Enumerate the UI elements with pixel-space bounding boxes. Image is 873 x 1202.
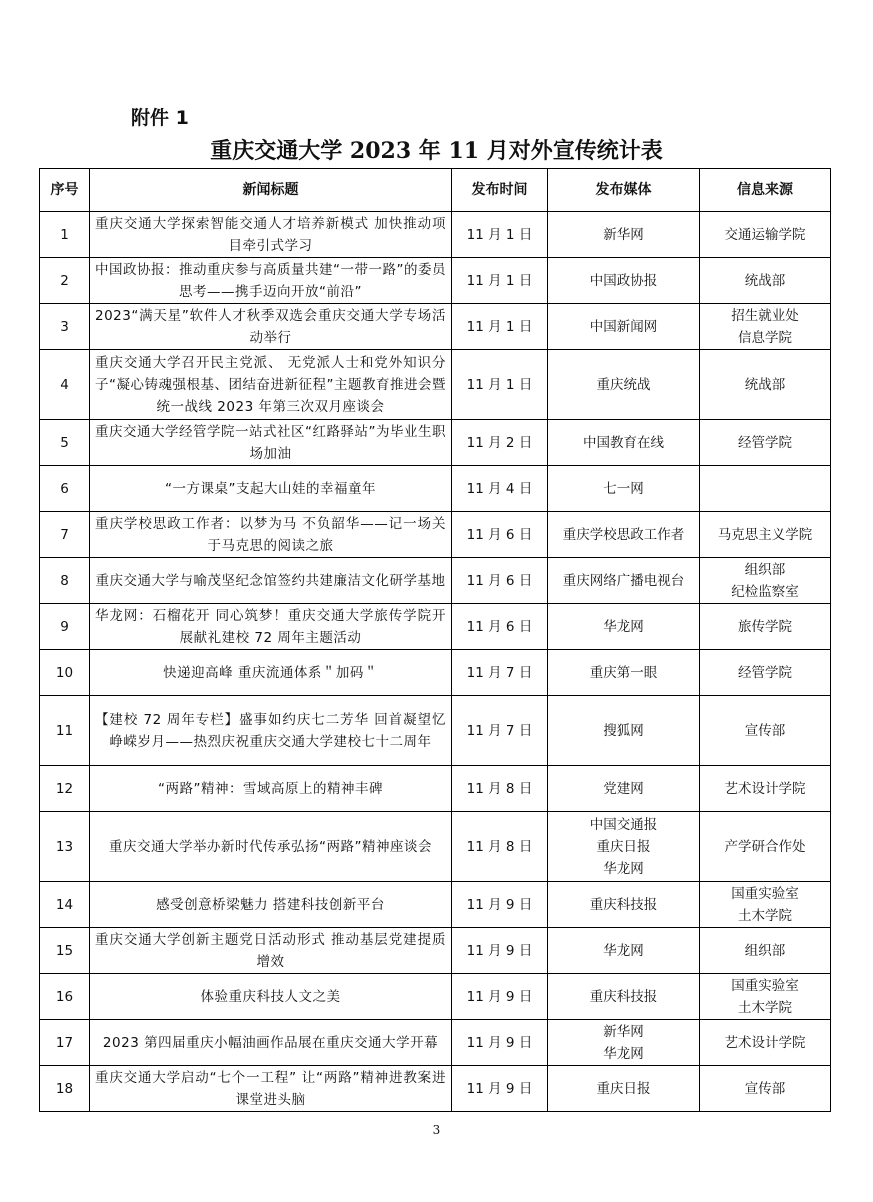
publish-media: 党建网 bbox=[548, 766, 700, 812]
table-row bbox=[40, 604, 831, 650]
news-title: “一方课桌”支起大山娃的幸福童年 bbox=[90, 466, 452, 512]
news-title: 快递迎高峰 重庆流通体系＂加码＂ bbox=[90, 650, 452, 696]
news-title: 2023 第四届重庆小幅油画作品展在重庆交通大学开幕 bbox=[90, 1020, 452, 1066]
news-title: 重庆交通大学召开民主党派、 无党派人士和党外知识分子“凝心铸魂强根基、团结奋进新征程”主题教育推进会暨统一战线 2023 年第三次双月座谈会 bbox=[90, 350, 452, 420]
publish-date: 11 月 7 日 bbox=[452, 650, 548, 696]
publish-media: 华龙网 bbox=[548, 604, 700, 650]
publish-date: 11 月 6 日 bbox=[452, 604, 548, 650]
publish-date: 11 月 1 日 bbox=[452, 258, 548, 304]
news-title: 感受创意桥梁魅力 搭建科技创新平台 bbox=[90, 882, 452, 928]
row-number: 13 bbox=[40, 812, 90, 882]
row-number: 12 bbox=[40, 766, 90, 812]
publish-media: 中国教育在线 bbox=[548, 420, 700, 466]
row-number: 7 bbox=[40, 512, 90, 558]
page-number: 3 bbox=[432, 1123, 441, 1137]
table-row bbox=[40, 812, 831, 882]
row-number: 1 bbox=[40, 212, 90, 258]
news-title: 重庆交通大学探索智能交通人才培养新模式 加快推动项目牵引式学习 bbox=[90, 212, 452, 258]
table-header-row bbox=[40, 169, 831, 212]
info-source: 交通运输学院 bbox=[700, 212, 831, 258]
col-header-date: 发布时间 bbox=[452, 169, 548, 212]
publish-date: 11 月 9 日 bbox=[452, 974, 548, 1020]
table-row bbox=[40, 420, 831, 466]
publish-media: 中国新闻网 bbox=[548, 304, 700, 350]
row-number: 10 bbox=[40, 650, 90, 696]
table-row bbox=[40, 304, 831, 350]
info-source: 组织部 bbox=[700, 928, 831, 974]
publish-media: 中国交通报 重庆日报 华龙网 bbox=[548, 812, 700, 882]
publish-media: 搜狐网 bbox=[548, 696, 700, 766]
table-row bbox=[40, 512, 831, 558]
info-source: 宣传部 bbox=[700, 1066, 831, 1112]
publish-media: 中国政协报 bbox=[548, 258, 700, 304]
table-row bbox=[40, 1020, 831, 1066]
news-title: 华龙网：石榴花开 同心筑梦！重庆交通大学旅传学院开展献礼建校 72 周年主题活动 bbox=[90, 604, 452, 650]
publish-media: 重庆科技报 bbox=[548, 882, 700, 928]
publish-media: 新华网 bbox=[548, 212, 700, 258]
info-source: 统战部 bbox=[700, 350, 831, 420]
table-row bbox=[40, 928, 831, 974]
info-source: 组织部 纪检监察室 bbox=[700, 558, 831, 604]
publish-media: 重庆日报 bbox=[548, 1066, 700, 1112]
publish-date: 11 月 6 日 bbox=[452, 558, 548, 604]
publish-date: 11 月 1 日 bbox=[452, 304, 548, 350]
info-source: 产学研合作处 bbox=[700, 812, 831, 882]
row-number: 11 bbox=[40, 696, 90, 766]
news-title: 重庆交通大学与喻茂坚纪念馆签约共建廉洁文化研学基地 bbox=[90, 558, 452, 604]
publish-date: 11 月 6 日 bbox=[452, 512, 548, 558]
col-header-media: 发布媒体 bbox=[548, 169, 700, 212]
row-number: 6 bbox=[40, 466, 90, 512]
news-title: 体验重庆科技人文之美 bbox=[90, 974, 452, 1020]
publish-date: 11 月 4 日 bbox=[452, 466, 548, 512]
publish-date: 11 月 9 日 bbox=[452, 1020, 548, 1066]
news-title: 重庆交通大学经管学院一站式社区“红路驿站”为毕业生职场加油 bbox=[90, 420, 452, 466]
publish-media: 重庆第一眼 bbox=[548, 650, 700, 696]
publish-media: 重庆学校思政工作者 bbox=[548, 512, 700, 558]
table-row bbox=[40, 258, 831, 304]
row-number: 18 bbox=[40, 1066, 90, 1112]
info-source: 旅传学院 bbox=[700, 604, 831, 650]
publicity-stats-table bbox=[39, 168, 831, 1112]
table-row bbox=[40, 466, 831, 512]
publish-media: 重庆网络广播电视台 bbox=[548, 558, 700, 604]
news-title: 中国政协报：推动重庆参与高质量共建“一带一路”的委员思考——携手迈向开放“前沿” bbox=[90, 258, 452, 304]
page-title: 重庆交通大学 2023 年 11 月对外宣传统计表 bbox=[210, 138, 663, 164]
news-title: 重庆交通大学创新主题党日活动形式 推动基层党建提质增效 bbox=[90, 928, 452, 974]
table-row bbox=[40, 1066, 831, 1112]
publish-date: 11 月 9 日 bbox=[452, 882, 548, 928]
row-number: 9 bbox=[40, 604, 90, 650]
attachment-label: 附件 1 bbox=[131, 107, 189, 129]
table-row bbox=[40, 696, 831, 766]
publish-date: 11 月 1 日 bbox=[452, 350, 548, 420]
news-title: 重庆交通大学举办新时代传承弘扬“两路”精神座谈会 bbox=[90, 812, 452, 882]
info-source: 马克思主义学院 bbox=[700, 512, 831, 558]
publish-date: 11 月 8 日 bbox=[452, 766, 548, 812]
info-source: 经管学院 bbox=[700, 650, 831, 696]
publish-date: 11 月 1 日 bbox=[452, 212, 548, 258]
publish-date: 11 月 9 日 bbox=[452, 1066, 548, 1112]
info-source: 艺术设计学院 bbox=[700, 1020, 831, 1066]
news-title: 【建校 72 周年专栏】盛事如约庆七二芳华 回首凝望忆峥嵘岁月——热烈庆祝重庆交通大学建校七十二周年 bbox=[90, 696, 452, 766]
table-row bbox=[40, 558, 831, 604]
publish-media: 七一网 bbox=[548, 466, 700, 512]
row-number: 2 bbox=[40, 258, 90, 304]
table-row bbox=[40, 766, 831, 812]
news-title: 2023“满天星”软件人才秋季双选会重庆交通大学专场活动举行 bbox=[90, 304, 452, 350]
publish-date: 11 月 9 日 bbox=[452, 928, 548, 974]
info-source: 艺术设计学院 bbox=[700, 766, 831, 812]
col-header-no: 序号 bbox=[40, 169, 90, 212]
info-source: 统战部 bbox=[700, 258, 831, 304]
col-header-title: 新闻标题 bbox=[90, 169, 452, 212]
row-number: 4 bbox=[40, 350, 90, 420]
info-source: 经管学院 bbox=[700, 420, 831, 466]
info-source: 招生就业处 信息学院 bbox=[700, 304, 831, 350]
row-number: 15 bbox=[40, 928, 90, 974]
news-title: “两路”精神：雪域高原上的精神丰碑 bbox=[90, 766, 452, 812]
row-number: 5 bbox=[40, 420, 90, 466]
publish-date: 11 月 7 日 bbox=[452, 696, 548, 766]
table-row bbox=[40, 350, 831, 420]
info-source: 国重实验室 土木学院 bbox=[700, 974, 831, 1020]
row-number: 3 bbox=[40, 304, 90, 350]
publish-media: 华龙网 bbox=[548, 928, 700, 974]
news-title: 重庆交通大学启动“七个一工程” 让“两路”精神进教案进课堂进头脑 bbox=[90, 1066, 452, 1112]
info-source: 国重实验室 土木学院 bbox=[700, 882, 831, 928]
row-number: 17 bbox=[40, 1020, 90, 1066]
table-row bbox=[40, 650, 831, 696]
news-title: 重庆学校思政工作者：以梦为马 不负韶华——记一场关于马克思的阅读之旅 bbox=[90, 512, 452, 558]
info-source bbox=[700, 466, 831, 512]
table-row bbox=[40, 974, 831, 1020]
publish-media: 新华网 华龙网 bbox=[548, 1020, 700, 1066]
publish-date: 11 月 8 日 bbox=[452, 812, 548, 882]
col-header-source: 信息来源 bbox=[700, 169, 831, 212]
table-row bbox=[40, 212, 831, 258]
info-source: 宣传部 bbox=[700, 696, 831, 766]
row-number: 14 bbox=[40, 882, 90, 928]
publish-date: 11 月 2 日 bbox=[452, 420, 548, 466]
publish-media: 重庆科技报 bbox=[548, 974, 700, 1020]
publish-media: 重庆统战 bbox=[548, 350, 700, 420]
table-row bbox=[40, 882, 831, 928]
row-number: 8 bbox=[40, 558, 90, 604]
row-number: 16 bbox=[40, 974, 90, 1020]
